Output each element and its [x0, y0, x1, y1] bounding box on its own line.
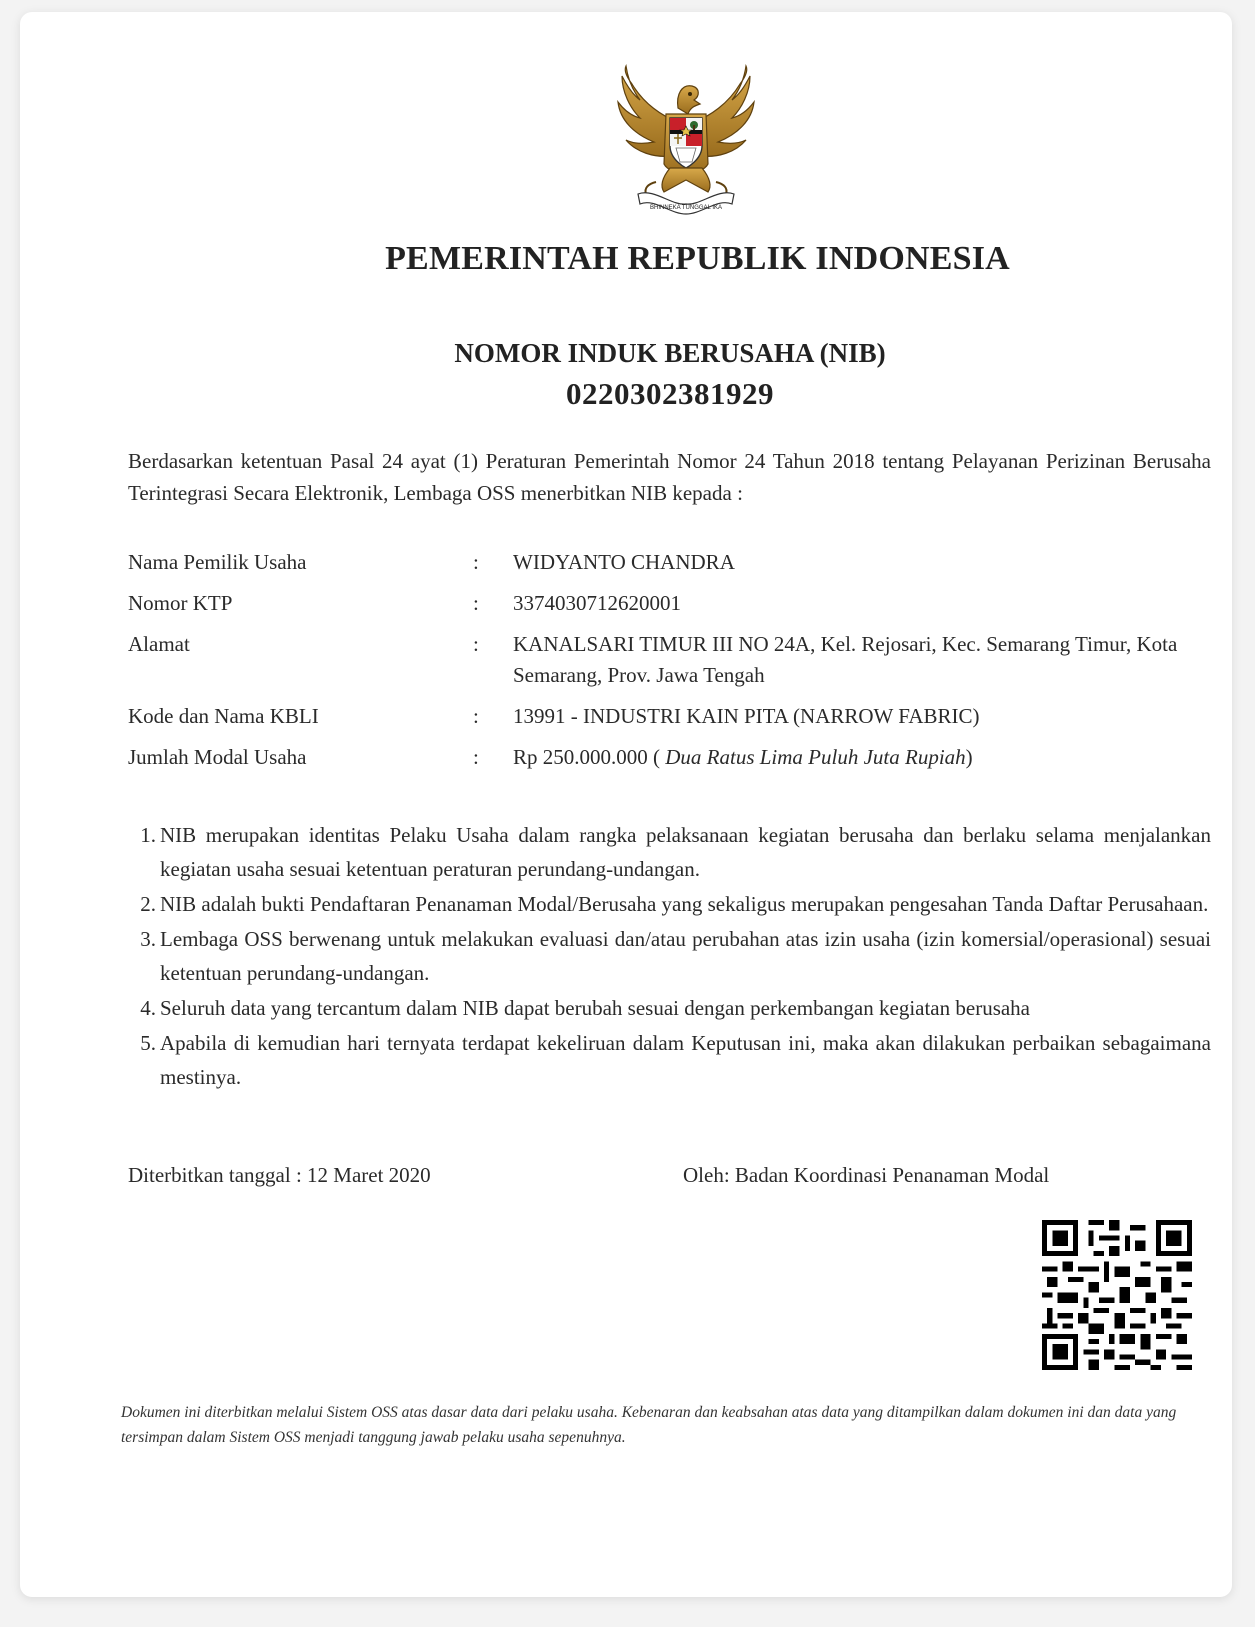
notes-list	[128, 818, 1211, 1095]
ktp-value: 3374030712620001	[513, 591, 681, 615]
document-page	[20, 12, 1232, 1597]
list-number: 5.	[140, 1031, 156, 1055]
capital-words: Dua Ratus Lima Puluh Juta Rupiah	[665, 745, 966, 769]
nib-number: 0220302381929	[566, 376, 774, 411]
info-row-owner	[128, 547, 1211, 578]
colon: :	[473, 632, 479, 656]
list-number: 2.	[140, 892, 156, 916]
list-item	[128, 1026, 1211, 1094]
business-info	[128, 547, 1211, 783]
qr-code	[1042, 1220, 1192, 1370]
issuer: Oleh: Badan Koordinasi Penanaman Modal	[683, 1163, 1050, 1187]
list-text: NIB merupakan identitas Pelaku Usaha dalam rangka pelaksanaan kegiatan berusaha dan berlaku selama menjalankan kegiatan usaha sesuai ketentuan peraturan perundang-undangan.	[160, 823, 1211, 881]
list-item	[128, 922, 1211, 990]
list-number: 3.	[140, 927, 156, 951]
issue-date: Diterbitkan tanggal : 12 Maret 2020	[128, 1163, 431, 1187]
address-value: KANALSARI TIMUR III NO 24A, Kel. Rejosari, Kec. Semarang Timur, Kota Semarang, Prov. Jawa Tengah	[513, 632, 1178, 687]
colon: :	[473, 591, 479, 615]
list-item	[128, 991, 1211, 1025]
kbli-value: 13991 - INDUSTRI KAIN PITA (NARROW FABRIC)	[513, 704, 980, 728]
emblem-motto: BHINNEKA TUNGGAL IKA	[649, 205, 723, 211]
intro-paragraph: Berdasarkan ketentuan Pasal 24 ayat (1) Peraturan Pemerintah Nomor 24 Tahun 2018 tentang Pelayanan Perizinan Berusaha Terintegrasi Secara Elektronik, Lembaga OSS menerbitkan NIB kepada :	[128, 449, 1211, 505]
list-text: Lembaga OSS berwenang untuk melakukan evaluasi dan/atau perubahan atas izin usaha (izin komersial/operasional) sesuai ketentuan perundang-undangan.	[160, 927, 1211, 985]
list-text: NIB adalah bukti Pendaftaran Penanaman Modal/Berusaha yang sekaligus merupakan pengesahan Tanda Daftar Perusahaan.	[160, 892, 1209, 916]
info-row-ktp	[128, 588, 1211, 619]
owner-value: WIDYANTO CHANDRA	[513, 550, 735, 574]
garuda-emblem-icon	[614, 64, 758, 219]
info-row-address	[128, 629, 1211, 691]
government-title: PEMERINTAH REPUBLIK INDONESIA	[385, 240, 1010, 277]
colon: :	[473, 745, 479, 769]
address-label: Alamat	[128, 632, 190, 656]
kbli-label: Kode dan Nama KBLI	[128, 704, 319, 728]
info-row-kbli	[128, 701, 1211, 732]
capital-value	[513, 742, 1211, 773]
document-title: NOMOR INDUK BERUSAHA (NIB)	[454, 338, 886, 368]
list-number: 4.	[140, 996, 156, 1020]
owner-label: Nama Pemilik Usaha	[128, 550, 307, 574]
ktp-label: Nomor KTP	[128, 591, 233, 615]
info-row-capital	[128, 742, 1211, 773]
capital-suffix: )	[965, 745, 973, 769]
list-number: 1.	[140, 823, 156, 847]
list-text: Seluruh data yang tercantum dalam NIB dapat berubah sesuai dengan perkembangan kegiatan berusaha	[160, 996, 1031, 1020]
disclaimer-text: Dokumen ini diterbitkan melalui Sistem OSS atas dasar data dari pelaku usaha. Kebenaran dan keabsahan atas data yang ditampilkan dalam dokumen ini dan data yang tersimpan dalam Sistem OSS menjadi tanggung jawab pelaku usaha sepenuhnya.	[121, 1404, 1177, 1446]
colon: :	[473, 550, 479, 574]
capital-label: Jumlah Modal Usaha	[128, 745, 307, 769]
list-item	[128, 887, 1211, 921]
list-item	[128, 818, 1211, 886]
list-text: Apabila di kemudian hari ternyata terdapat kekeliruan dalam Keputusan ini, maka akan dilakukan perbaikan sebagaimana mestinya.	[160, 1031, 1211, 1089]
colon: :	[473, 704, 479, 728]
capital-amount: Rp 250.000.000 (	[513, 745, 666, 769]
